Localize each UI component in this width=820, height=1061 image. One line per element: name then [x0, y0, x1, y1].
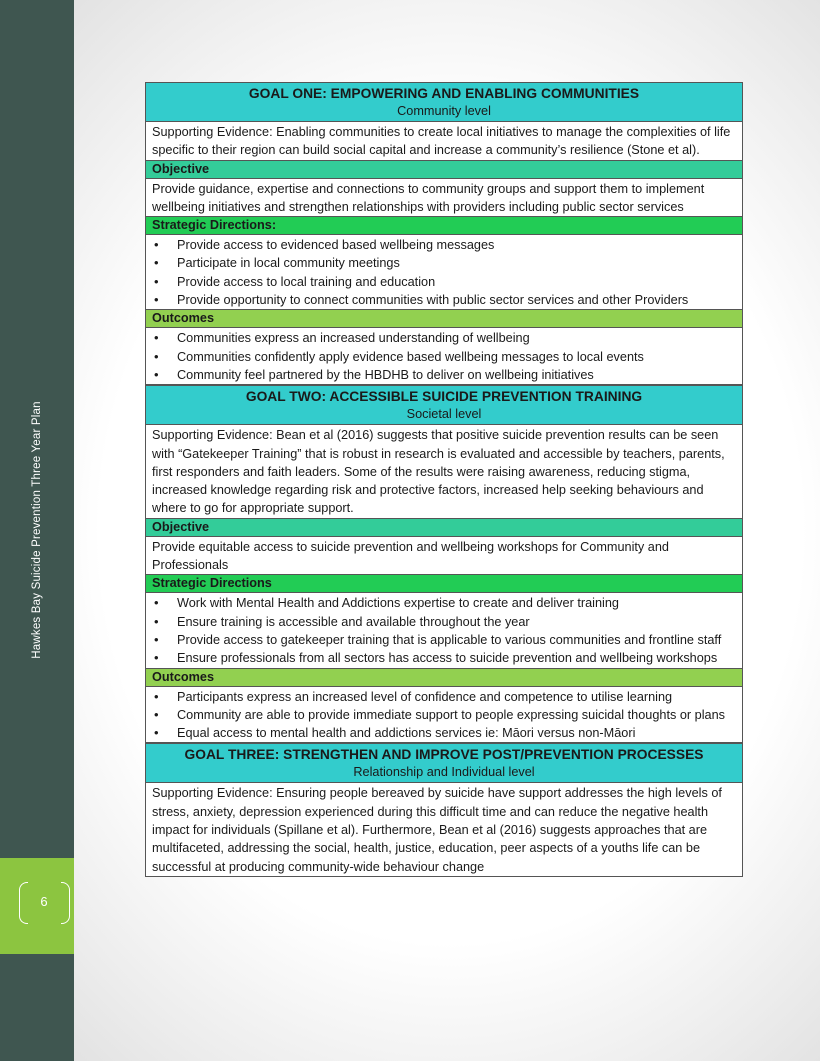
- page-number: 6: [40, 894, 48, 909]
- goal-two-level: Societal level: [406, 407, 482, 422]
- goal-two-outcomes-list: [152, 688, 736, 743]
- list-item: • Provide access to gatekeeper training that is applicable to various communities and frontline staff: [152, 631, 736, 649]
- goal-two-strategic-cell: [145, 593, 743, 668]
- goal-two-outcomes-label: Outcomes: [145, 669, 743, 687]
- goal-two-strategic-label: Strategic Directions: [145, 575, 743, 593]
- goal-two-strategic-list: [152, 594, 736, 667]
- goals-table: [145, 82, 743, 877]
- list-item: • Ensure training is accessible and available throughout the year: [152, 613, 736, 631]
- goal-one-objective-label: Objective: [145, 161, 743, 179]
- list-item: • Equal access to mental health and addictions services ie: Māori versus non-Māori: [152, 724, 736, 742]
- goal-two-title: GOAL TWO: ACCESSIBLE SUICIDE PREVENTION TRAINING: [245, 389, 643, 405]
- list-item: • Provide opportunity to connect communities with public sector services and other Providers: [152, 291, 736, 309]
- goal-one-objective: Provide guidance, expertise and connections to community groups and support them to implement wellbeing initiatives and strengthen relationships with providers including public sector services: [145, 179, 743, 218]
- goal-one-header: [145, 82, 743, 122]
- goal-one-outcomes-cell: [145, 328, 743, 385]
- document-title: Hawkes Bay Suicide Prevention Three Year Plan: [31, 401, 43, 659]
- list-item: • Participate in local community meetings: [152, 254, 736, 272]
- list-item: • Provide access to evidenced based wellbeing messages: [152, 236, 736, 254]
- list-item: • Communities express an increased understanding of wellbeing: [152, 329, 736, 347]
- list-item: • Community are able to provide immediate support to people expressing suicidal thoughts or plans: [152, 706, 736, 724]
- goal-three-title: GOAL THREE: STRENGTHEN AND IMPROVE POST/PREVENTION PROCESSES: [184, 747, 704, 763]
- goal-two-objective-label: Objective: [145, 519, 743, 537]
- list-item: • Participants express an increased level of confidence and competence to utilise learning: [152, 688, 736, 706]
- goal-three-header: [145, 743, 743, 783]
- goal-two-header: [145, 385, 743, 425]
- list-item: • Community feel partnered by the HBDHB to deliver on wellbeing initiatives: [152, 366, 736, 384]
- list-item: • Provide access to local training and education: [152, 273, 736, 291]
- goal-one-level: Community level: [397, 104, 491, 118]
- list-item: • Ensure professionals from all sectors has access to suicide prevention and wellbeing workshops: [152, 649, 736, 667]
- goal-two-objective: Provide equitable access to suicide prevention and wellbeing workshops for Community and Professionals: [145, 537, 743, 576]
- page-number-block: [0, 858, 74, 954]
- goal-one-title: GOAL ONE: EMPOWERING AND ENABLING COMMUNITIES: [248, 86, 640, 101]
- goal-one-evidence: Supporting Evidence: Enabling communities to create local initiatives to manage the complexities of life specific to their region can build social capital and increase a community’s resilience (Stone et al).: [145, 122, 743, 161]
- goal-two-evidence: Supporting Evidence: Bean et al (2016) suggests that positive suicide prevention results can be seen with “Gatekeeper Training” that is robust in research is evaluated and accessible by teachers, parents, first responders and faith leaders. Some of the results were raising awareness, reducing stigma, increased knowledge regarding risk and protective factors, increased help seeking behaviours and where to go for appropriate support.: [145, 425, 743, 518]
- goal-one-outcomes-label: Outcomes: [145, 310, 743, 328]
- list-item: • Communities confidently apply evidence based wellbeing messages to local events: [152, 348, 736, 366]
- goal-two-outcomes-cell: [145, 687, 743, 744]
- goal-one-strategic-list: [152, 236, 736, 309]
- goal-one-outcomes-list: [152, 329, 736, 384]
- sidebar: [0, 0, 74, 1061]
- list-item: • Work with Mental Health and Addictions expertise to create and deliver training: [152, 594, 736, 612]
- goal-three-level: Relationship and Individual level: [353, 765, 535, 780]
- goal-three-evidence: Supporting Evidence: Ensuring people bereaved by suicide have support addresses the high levels of stress, anxiety, depression experienced during this difficult time and can reduce the negative health impact for individuals (Spillane et al). Furthermore, Bean et al (2016) suggests approaches that are multifaceted, addressing the social, health, justice, education, peer aspects of a youths life can be successful at producing community-wide behaviour change: [145, 783, 743, 876]
- goal-one-strategic-label: Strategic Directions:: [145, 217, 743, 235]
- goal-one-strategic-cell: [145, 235, 743, 310]
